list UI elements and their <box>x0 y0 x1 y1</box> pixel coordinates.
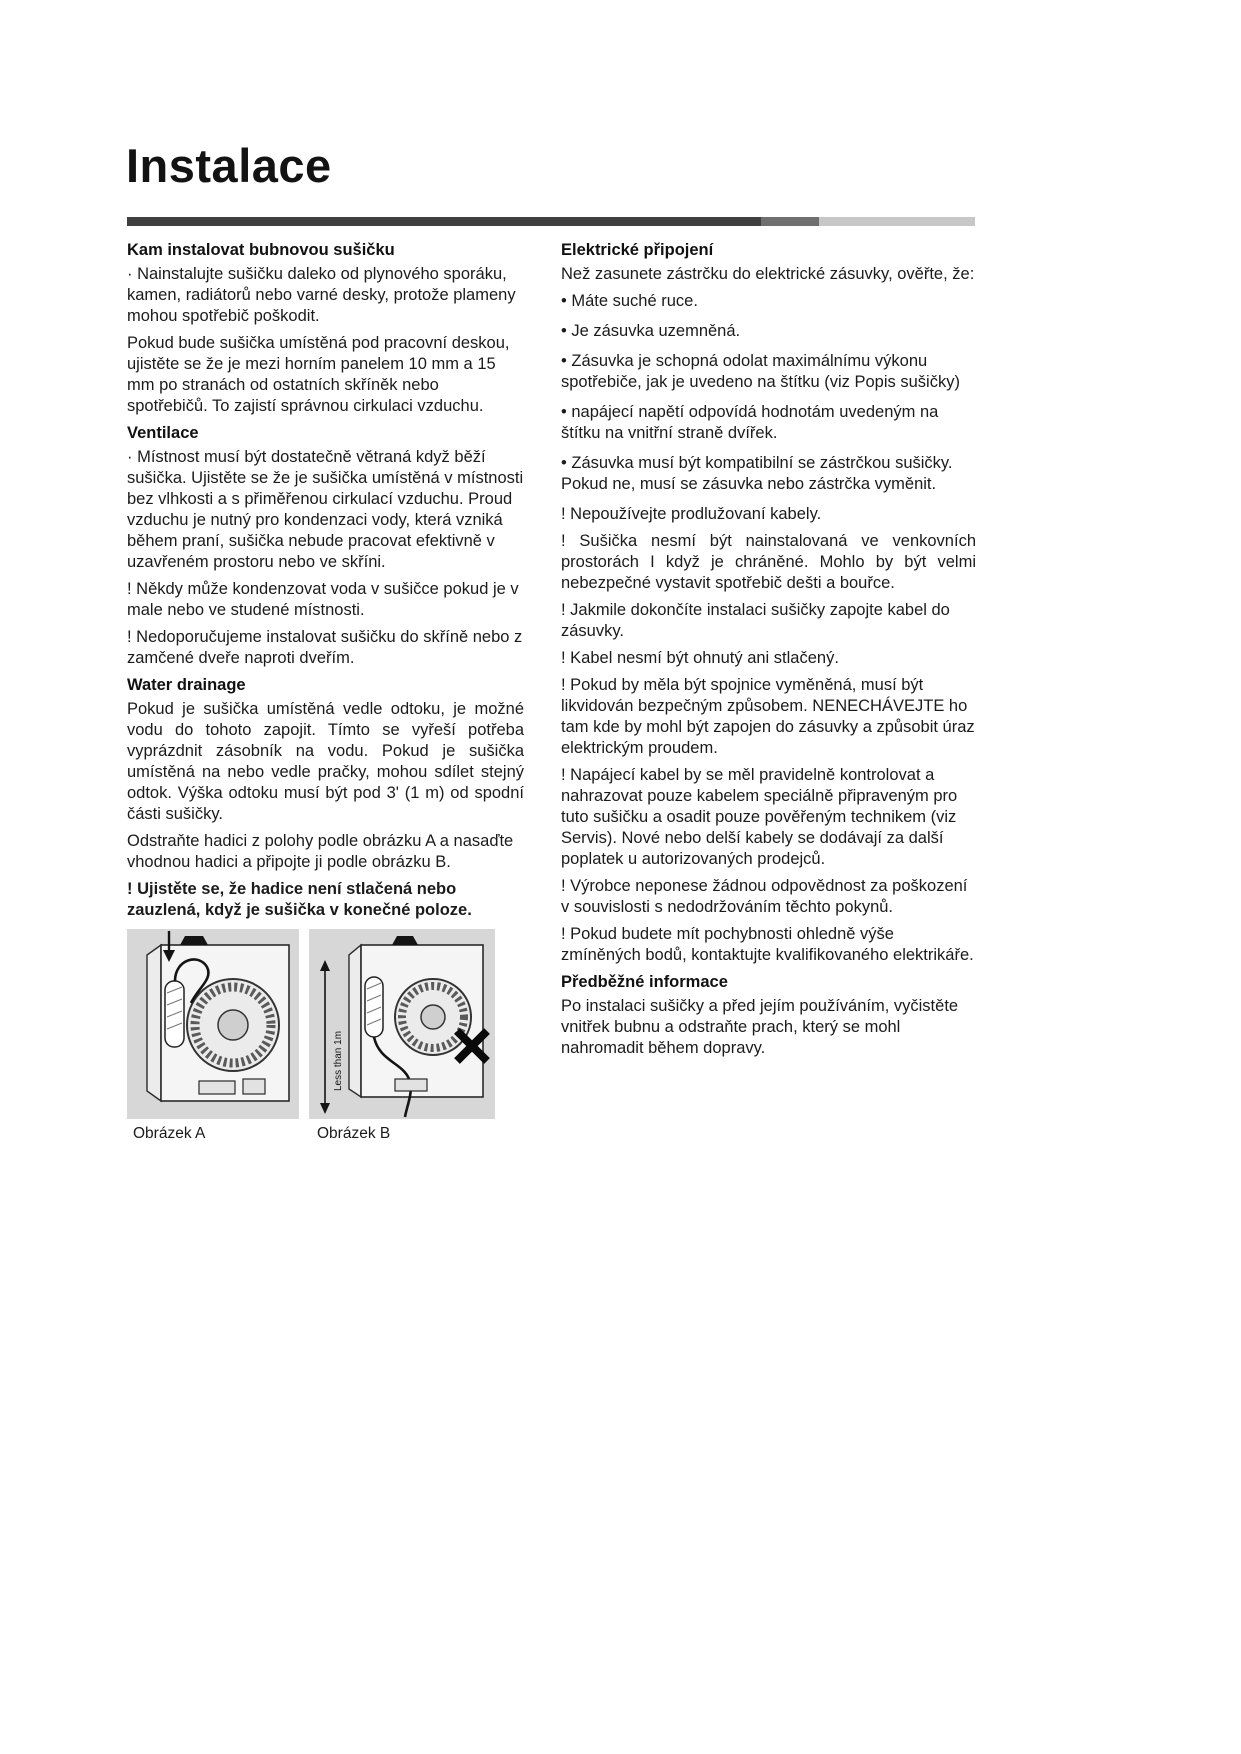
left-column <box>127 237 524 1144</box>
title-divider <box>127 217 975 226</box>
note-paragraph: ! Pokud budete mít pochybnosti ohledně výše zmíněných bodů, kontaktujte kvalifikovaného elektrikáře. <box>561 925 974 964</box>
drain-hose-stub <box>165 981 184 1047</box>
note-paragraph: ! Pokud by měla být spojnice vyměněná, musí být likvidován bezpečným způsobem. NENECHÁVEJTE ho tam kde by mohl být zapojen do zásuvky a způsobit úraz elektrickým proudem. <box>561 676 975 757</box>
dryer-side-panel <box>349 945 361 1097</box>
paragraph: ! Někdy může kondenzovat voda v sušičce pokud je v male nebo ve studené místnosti. <box>127 580 519 619</box>
warning-paragraph: ! Ujistěte se, že hadice není stlačená nebo zauzlená, když je sušička v konečné poloze. <box>127 880 472 919</box>
heading-where-to-install: Kam instalovat bubnovou sušičku <box>127 241 395 259</box>
drain-hose-stub <box>365 977 383 1037</box>
bullet-item: • Zásuvka je schopná odolat maximálnímu výkonu spotřebiče, jak je uvedeno na štítku (viz Popis sušičky) <box>561 352 960 391</box>
figures-row <box>127 929 524 1119</box>
note-paragraph: ! Výrobce neponese žádnou odpovědnost za poškození v souvislosti s nedodržováním těchto pokynů. <box>561 877 968 916</box>
heading-preliminary-information: Předběžné informace <box>561 973 728 991</box>
paragraph: Pokud bude sušička umístěná pod pracovní deskou, ujistěte se že je mezi horním panelem 10 mm a 15 mm po stranách od ostatních skříněk nebo spotřebičů. To zajistí správnou cirkulaci vzduchu. <box>127 334 510 415</box>
drum-back-circle <box>395 979 471 1055</box>
bullet-item: • napájecí napětí odpovídá hodnotám uvedeným na štítku na vnitřní straně dvířek. <box>561 403 939 442</box>
pump-component <box>199 1081 235 1094</box>
note-paragraph: ! Sušička nesmí být nainstalovaná ve venkovních prostorách I když je chráněné. Mohlo by být velmi nebezpečné vystavit spotřebič dešti a bouřce. <box>561 532 976 592</box>
heading-ventilation: Ventilace <box>127 424 199 442</box>
note-paragraph: ! Napájecí kabel by se měl pravidelně kontrolovat a nahrazovat pouze kabelem speciálně připraveným pro tuto sušičku a osadit pouze pověřeným technikem (viz Servis). Nové nebo delší kabely se dodávají za další poplatek u autorizovaných prodejců. <box>561 766 958 868</box>
figure-b-note-label: Less than 1m <box>333 1030 344 1091</box>
paragraph: ! Nedoporučujeme instalovat sušičku do skříně nebo z zamčené dveře naproti dveřím. <box>127 628 523 667</box>
note-paragraph: ! Nepoužívejte prodlužovaní kabely. <box>561 505 822 523</box>
heading-water-drainage: Water drainage <box>127 676 246 694</box>
bullet-item: • Je zásuvka uzemněná. <box>561 322 741 340</box>
paragraph: · Místnost musí být dostatečně větraná když běží sušička. Ujistěte se že je sušička umístěná v místnosti bez vlhkosti a s přiměřenou cirkulací vzduchu. Proud vzduchu je nutný pro kondenzaci vody, která vzniká během praní, sušička nebude pracovat efektivně v uzavřeném prostoru nebo ve skříni. <box>127 448 524 571</box>
paragraph: Pokud je sušička umístěná vedle odtoku, je možné vodu do tohoto zapojit. Tímto se vyřeší potřeba vyprázdnit zásobník na vodu. Pokud je sušička umístěná na nebo vedle pračky, mohou sdílet stejný odtok. Výška odtoku musí být pod 3' (1 m) od spodní části sušičky. <box>127 700 524 823</box>
paragraph: Odstraňte hadici z polohy podle obrázku A a nasaďte vhodnou hadici a připojte ji podle obrázku B. <box>127 832 514 871</box>
paragraph: · Nainstalujte sušičku daleko od plynového sporáku, kamen, radiátorů nebo varné desky, protože plameny mohou spotřebič poškodit. <box>127 265 516 325</box>
dryer-side-panel <box>147 945 161 1101</box>
paragraph: Po instalaci sušičky a před jejím používáním, vyčistěte vnitřek bubnu a odstraňte prach, který se mohl nahromadit během dopravy. <box>561 997 959 1057</box>
figure-captions <box>127 1123 524 1144</box>
right-column <box>561 237 976 1065</box>
heading-electrical-connection: Elektrické připojení <box>561 241 714 259</box>
bullet-item: • Zásuvka musí být kompatibilní se zástrčkou sušičky. Pokud ne, musí se zásuvka nebo zástrčka vyměnit. <box>561 454 953 493</box>
bullet-item: • Máte suché ruce. <box>561 292 698 310</box>
divider-segment-mid <box>761 217 819 226</box>
figure-b-illustration <box>309 929 495 1119</box>
paragraph: Než zasunete zástrčku do elektrické zásuvky, ověřte, že: <box>561 265 975 283</box>
figure-b-caption: Obrázek B <box>317 1125 391 1142</box>
divider-segment-light <box>819 217 975 226</box>
page-title: Instalace <box>126 139 332 192</box>
divider-segment-dark <box>127 217 761 226</box>
drum-back-circle <box>187 979 279 1071</box>
figure-a-illustration <box>127 929 299 1119</box>
note-paragraph: ! Kabel nesmí být ohnutý ani stlačený. <box>561 649 839 667</box>
figure-a-caption: Obrázek A <box>133 1125 206 1142</box>
note-paragraph: ! Jakmile dokončíte instalaci sušičky zapojte kabel do zásuvky. <box>561 601 950 640</box>
pump-component <box>395 1079 427 1091</box>
valve-component <box>243 1079 265 1094</box>
